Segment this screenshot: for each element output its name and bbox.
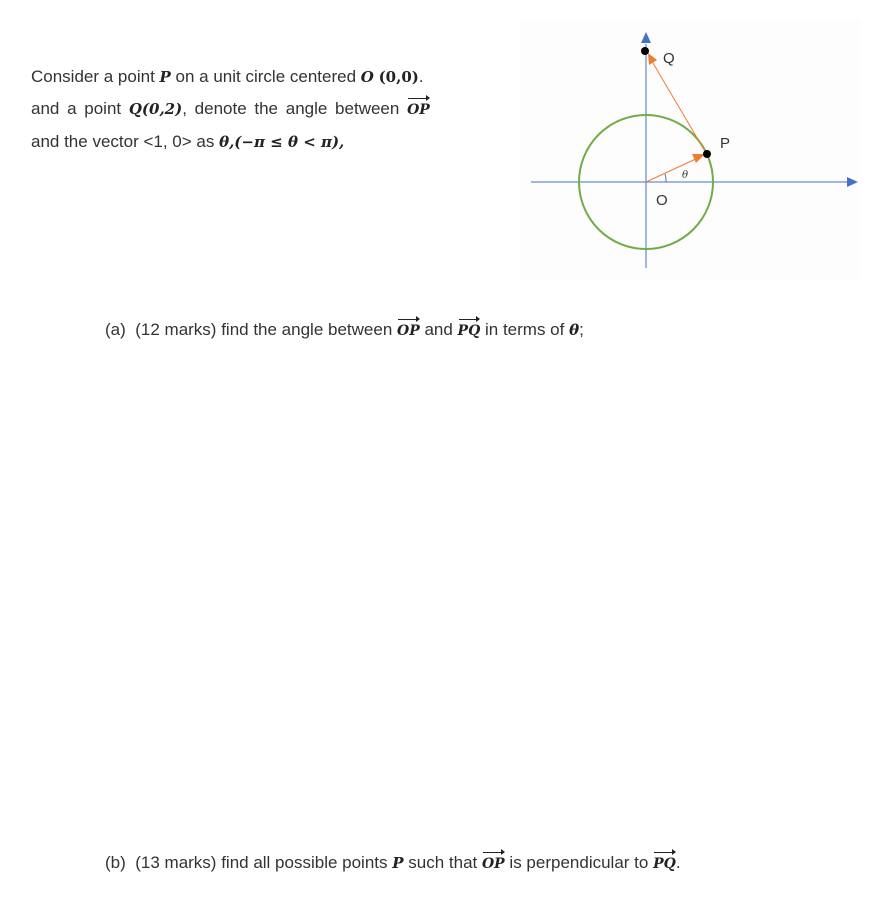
point-P: [703, 150, 711, 158]
statement-line-1: [31, 61, 430, 93]
math-theta: θ: [569, 321, 580, 339]
math-theta-range: θ,(−π ≤ θ < π),: [219, 133, 345, 151]
label-P: P: [720, 135, 731, 152]
math-P: P: [159, 68, 171, 86]
math-O: O: [360, 68, 374, 86]
text: (12 marks) find the angle between: [135, 320, 397, 339]
vector-OP: OP: [482, 849, 505, 880]
math-Q: Q(0,2): [128, 100, 183, 118]
label-O: O: [656, 192, 668, 209]
statement-line-3: [31, 126, 430, 158]
text: in terms of: [480, 320, 570, 339]
text: .: [675, 853, 681, 872]
text: .: [418, 67, 424, 86]
vector-OP: OP: [407, 95, 430, 126]
question-a: [105, 314, 584, 347]
math-origin-coords: (0,0): [378, 68, 419, 86]
text: , denote the angle between: [182, 99, 408, 118]
problem-statement: [31, 61, 430, 158]
text: such that: [403, 853, 482, 872]
text: Consider a point: [31, 67, 160, 86]
question-b: [105, 847, 681, 880]
vector-PQ: PQ: [653, 849, 676, 880]
text: and: [419, 320, 458, 339]
unit-circle-diagram: [520, 20, 860, 280]
text: (13 marks) find all possible points: [135, 853, 393, 872]
text: ;: [579, 320, 584, 339]
vector-OP: OP: [397, 316, 420, 347]
text: and the vector <1, 0> as: [31, 132, 220, 151]
text: is perpendicular to: [504, 853, 654, 872]
math-P: P: [392, 854, 404, 872]
vector-PQ: PQ: [458, 316, 481, 347]
label-Q: Q: [663, 50, 675, 67]
point-Q: [641, 47, 649, 55]
statement-line-2: [31, 93, 430, 126]
question-label: (a): [105, 320, 126, 339]
figure-background: [520, 20, 860, 280]
text: on a unit circle centered: [170, 67, 361, 86]
question-label: (b): [105, 853, 126, 872]
text: and a point: [31, 99, 129, 118]
label-theta: θ: [682, 170, 689, 181]
